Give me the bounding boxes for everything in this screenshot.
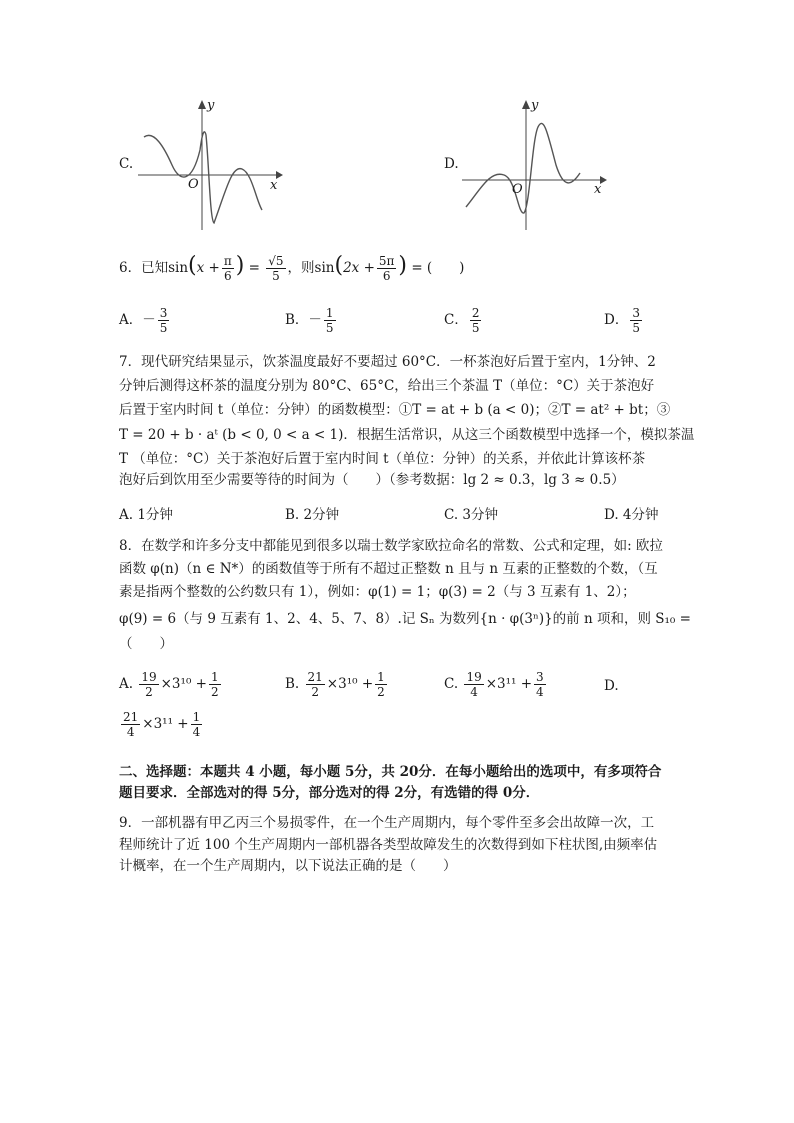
graph-c-x-label: x [270, 178, 278, 193]
q6-mid-text: ，则 [287, 260, 315, 276]
q7-line-2: 分钟后测得这杯茶的温度分别为 80°C、65°C，给出三个茶温 T（单位：°C）关于茶泡好 [119, 378, 655, 394]
graph-d-x-label: x [594, 182, 602, 197]
q9-line-2: 程师统计了近 100 个生产周期内一部机器各类型故障发生的次数得到如下柱状图,由频率估 [119, 837, 658, 853]
q6-arg2: 2x + [343, 260, 375, 276]
option-d-label: D. [444, 156, 459, 172]
q8-line-5: （ ） [119, 636, 173, 652]
q8-line-1: 8．在数学和许多分支中都能见到很多以瑞士数学家欧拉命名的常数、公式和定理，如: 欧拉 [119, 538, 663, 554]
graph-c-origin-label: O [188, 177, 199, 192]
section2-heading-line-1: 二、选择题：本题共 4 小题，每小题 5分，共 20分．在每小题给出的选项中，有多项符合 [119, 764, 662, 780]
q9-line-3: 计概率，在一个生产周期内，以下说法正确的是（ ） [119, 858, 457, 874]
q6-prefix: 6．已知 [119, 260, 169, 276]
q8-option-c: C. $\frac{19}{4}$ ×3¹¹ + $\frac{3}{4}$ [444, 670, 544, 699]
q6-arg1: x + [196, 260, 220, 276]
sin-symbol: sin [168, 260, 189, 276]
q7-option-d: D. 4分钟 [604, 507, 659, 523]
q7-option-a: A. 1分钟 [119, 507, 173, 523]
sin-symbol: sin [314, 260, 335, 276]
graph-c [136, 95, 286, 235]
q6-option-d: D． $\frac{3}{5}$ [604, 306, 640, 335]
q8-option-d-label: D. [604, 678, 619, 694]
q6-option-c: C． $\frac{2}{5}$ [444, 306, 480, 335]
graph-d-origin-label: O [512, 182, 523, 197]
q7-option-c: C. 3分钟 [444, 507, 499, 523]
q8-option-a: A. $\frac{19}{2}$ ×3¹⁰ + $\frac{1}{2}$ [119, 670, 219, 699]
q6-end: = ( ) [411, 260, 465, 276]
q8-option-b: B. $\frac{21}{2}$ ×3¹⁰ + $\frac{1}{2}$ [285, 670, 385, 699]
q7-option-b: B. 2分钟 [285, 507, 340, 523]
q9-line-1: 9．一部机器有甲乙丙三个易损零件，在一个生产周期内，每个零件至多会出故障一次，工 [119, 815, 655, 831]
graph-c-y-label: y [207, 98, 215, 113]
graph-d [460, 95, 610, 235]
q7-line-1: 7．现代研究结果显示，饮茶温度最好不要超过 60°C．一杯茶泡好后置于室内，1分钟、2 [119, 354, 656, 370]
q6-stem: 6．已知sin(x + $\frac{\pi}{6}$ ) = $\frac{√5}{5}$ ，则sin(2x + $\frac{5\pi}{6}$ ) = ( ) [119, 253, 465, 283]
q6-5pi-over-6: $\frac{5\pi}{6}$ [378, 254, 395, 283]
section2-heading-line-2: 题目要求．全部选对的得 5分，部分选对的得 2分，有选错的得 0分． [119, 785, 540, 801]
q6-pi-over-6: $\frac{\pi}{6}$ [223, 254, 232, 283]
q6-option-b: B．－ $\frac{1}{5}$ [285, 306, 334, 335]
q6-sqrt5-over-5: $\frac{√5}{5}$ [268, 254, 284, 283]
q7-line-4: T = 20 + b · aᵗ (b < 0, 0 < a < 1)．根据生活常识，从这三个函数模型中选择一个，模拟茶温 [119, 427, 695, 443]
q8-option-d: $\frac{21}{4}$ ×3¹¹ + $\frac{1}{4}$ [123, 710, 201, 739]
q7-line-5: T （单位：°C）关于茶泡好后置于室内时间 t（单位：分钟）的关系，并依此计算该杯茶 [119, 451, 646, 467]
q7-line-6: 泡好后到饮用至少需要等待的时间为（ ）（参考数据：lg 2 ≈ 0.3，lg 3 ≈ 0.5） [119, 472, 625, 488]
q8-line-4: φ(9) = 6（与 9 互素有 1、2、4、5、7、8）.记 Sₙ 为数列{n · φ(3ⁿ)}的前 n 项和，则 S₁₀ = [119, 611, 691, 627]
option-c-label: C. [119, 156, 134, 172]
q8-line-2: 函数 φ(n)（n ∈ N*）的函数值等于所有不超过正整数 n 且与 n 互素的正整数的个数，（互 [119, 561, 658, 577]
q6-option-a: A．－ $\frac{3}{5}$ [119, 306, 168, 335]
equals-sign: = [248, 260, 260, 276]
graph-d-y-label: y [531, 98, 539, 113]
q7-line-3: 后置于室内时间 t（单位：分钟）的函数模型：①T = at + b (a < 0)；②T = at² + bt；③ [119, 402, 671, 418]
q8-line-3: 素是指两个整数的公约数只有 1），例如：φ(1) = 1；φ(3) = 2（与 3 互素有 1、2）； [119, 584, 636, 600]
